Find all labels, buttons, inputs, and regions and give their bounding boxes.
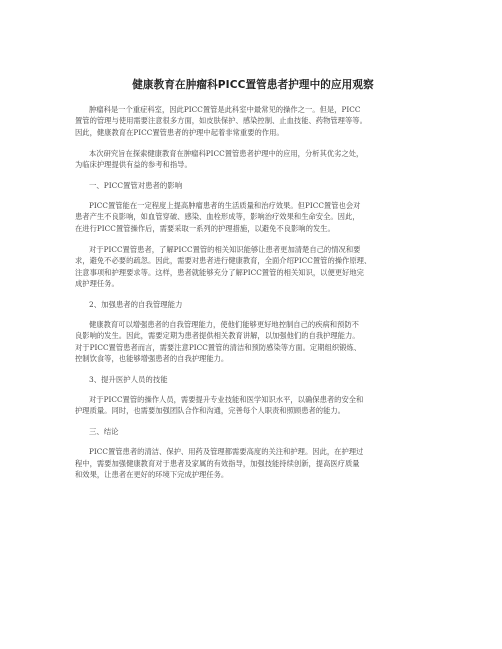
paragraph-line: 对于PICC置管患者而言，需要注意PICC置管的清洁和预防感染等方面。定期组织锻炼、 <box>75 342 362 352</box>
paragraph-line: 对于PICC置管患者，了解PICC置管的相关知识能够让患者更加清楚自己的情况和要 <box>89 244 361 254</box>
paragraph-line: 程中，需要加强健康教育对于患者及家属的有效指导，加强技能持续创新，提高医疗质量 <box>75 458 360 468</box>
section-heading: 一、PICC置管对患者的影响 <box>89 181 183 191</box>
paragraph-line: 护理质量。同时，也需要加强团队合作和沟通，完善每个人职责和照顾患者的能力。 <box>75 406 345 416</box>
paragraph <box>75 394 431 417</box>
paragraph-line: 为临床护理提供有益的参考和指导。 <box>75 160 192 170</box>
paragraph-line: 和效果，让患者在更好的环境下完成护理任务。 <box>75 470 229 480</box>
paragraph <box>75 104 431 138</box>
paragraph-line: 置管的管理与使用需要注意很多方面，如皮肤保护、感染控制、止血技能、药物管理等等。 <box>75 116 367 126</box>
paragraph <box>75 446 431 480</box>
paragraph-line: PICC置管患者的清洁、保护、用药及管理都需要高度的关注和护理。因此，在护理过 <box>89 447 364 457</box>
paragraph-line: 在进行PICC置管操作后，需要采取一系列的护理措施，以避免不良影响的发生。 <box>75 223 335 233</box>
paragraph <box>75 148 431 171</box>
paragraph-line: 对于PICC置管的操作人员，需要提升专业技能和医学知识水平，以确保患者的安全和 <box>89 395 364 404</box>
document-title: 健康教育在肿瘤科PICC置管患者护理中的应用观察 <box>132 79 374 91</box>
document-page <box>75 77 431 490</box>
document-body <box>75 104 431 481</box>
paragraph-line: 健康教育可以增强患者的自我管理能力，使他们能够更好地控制自己的疾病和预防不 <box>89 319 359 329</box>
paragraph <box>75 244 431 290</box>
paragraph-line: 求，避免不必要的疏忽。因此，需要对患者进行健康教育，全面介绍PICC置管的操作原理、 <box>75 256 372 266</box>
paragraph-line: 良影响的发生。因此，需要定期为患者提供相关教育讲解，以加强他们的自我护理能力。 <box>75 331 360 341</box>
paragraph-line: 成护理任务。 <box>75 278 119 288</box>
paragraph <box>75 200 431 234</box>
section-heading: 2、加强患者的自我管理能力 <box>89 299 183 309</box>
section-heading: 三、结论 <box>89 427 119 437</box>
paragraph <box>75 319 431 365</box>
paragraph-line: PICC置管能在一定程度上提高肿瘤患者的生活质量和治疗效果。但PICC置管也会对 <box>89 201 361 211</box>
paragraph-line: 控制饮食等，也能够增强患者的自我护理能力。 <box>75 354 229 364</box>
section-heading: 3、提升医护人员的技能 <box>89 375 168 384</box>
paragraph-line: 注意事项和护理要求等。这样，患者就能够充分了解PICC置管的相关知识，以便更好地完 <box>75 267 364 277</box>
paragraph-line: 因此，健康教育在PICC置管患者的护理中起着非常重要的作用。 <box>75 127 284 137</box>
paragraph-line: 患者产生不良影响，如血管穿破、感染、血栓形成等，影响治疗效果和生命安全。因此， <box>75 212 360 222</box>
paragraph-line: 肿瘤科是一个重症科室，因此PICC置管是此科室中最常见的操作之一。但是，PICC <box>89 105 361 114</box>
paragraph-line: 本次研究旨在探索健康教育在肿瘤科PICC置管患者护理中的应用，分析其优劣之处， <box>89 148 364 158</box>
